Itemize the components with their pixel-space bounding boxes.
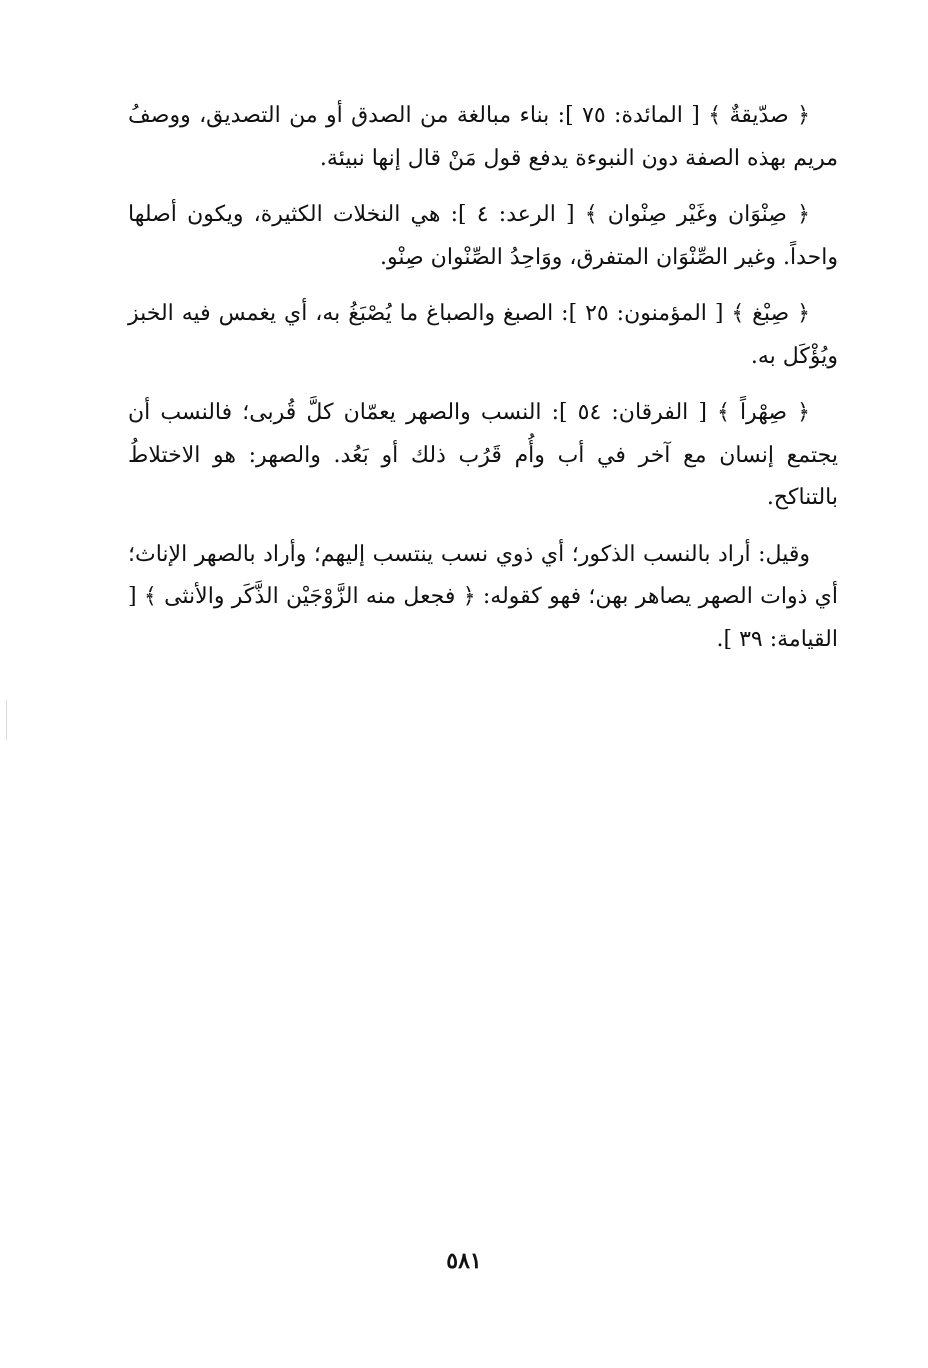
entry-siddiqa: ﴿ صدّيقةٌ ﴾ [ المائدة: ٧٥ ]: بناء مبالغة من الصدق أو من التصديق، ووصفُ مريم بهذه الصفة دون النبوءة يدفع قول مَنْ قال إنها نبيئة. (128, 103, 838, 171)
entry-sihr: ﴿ صِهْراً ﴾ [ الفرقان: ٥٤ ]: النسب والصهر يعمّان كلَّ قُربى؛ فالنسب أن يجتمع إنسان مع آخر في أب وأُم قَرُب ذلك أو بَعُد. والصهر: هو الاختلاطُ بالتناكح. (128, 400, 838, 510)
entry-qila: وقيل: أراد بالنسب الذكور؛ أي ذوي نسب ينتسب إليهم؛ وأراد بالصهر الإناث؛ أي ذوات الصهر يصاهر بهن؛ فهو كقوله: ﴿ فجعل منه الزَّوْجَيْن الذَّكَر والأنثى ﴾ [ القيامة: ٣٩ ]. (128, 541, 838, 652)
entry-sinwan: ﴿ صِنْوَان وغَيْر صِنْوان ﴾ [ الرعد: ٤ ]: هي النخلات الكثيرة، ويكون أصلها واحداً. وغير الصِّنْوَان المتفرق، ووَاحِدُ الصِّنْوان صِنْو. (128, 202, 838, 270)
page-number: ٥٨١ (446, 1248, 482, 1274)
page-body (128, 95, 838, 675)
scan-edge-mark (6, 700, 7, 740)
entry-sibgh: ﴿ صِبْغ ﴾ [ المؤمنون: ٢٥ ]: الصبغ والصباغ ما يُصْبَغُ به، أي يغمس فيه الخبز ويُؤْكَل به. (128, 301, 838, 369)
